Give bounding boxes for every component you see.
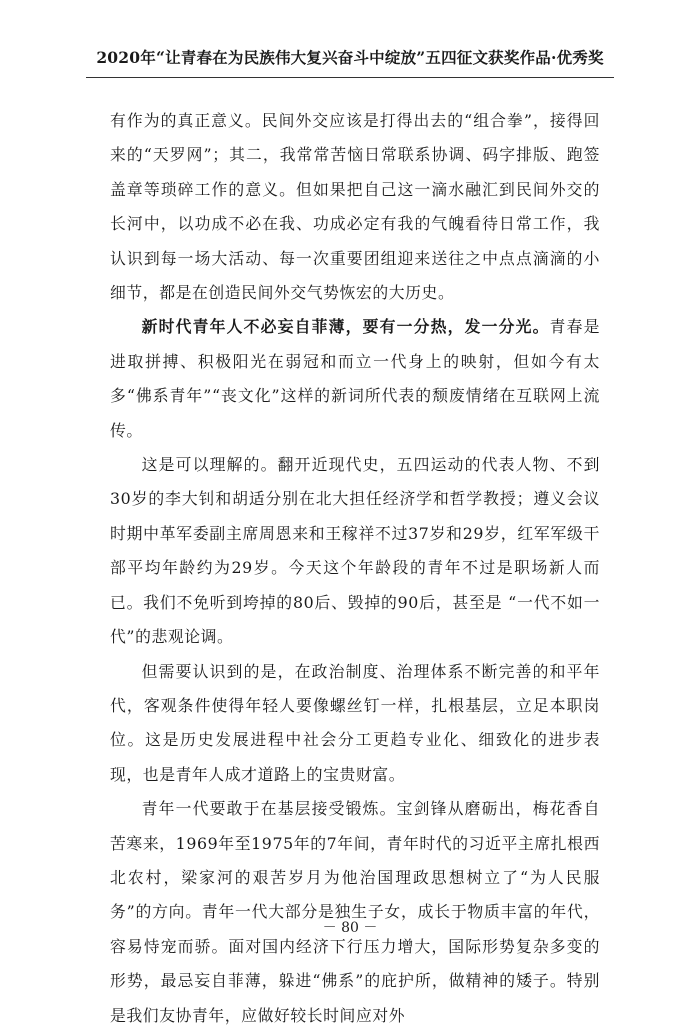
paragraph-1: 有作为的真正意义。民间外交应该是打得出去的“组合拳”，接得回来的“天罗网”；其二，我常常苦恼日常联系协调、码字排版、跑签盖章等琐碎工作的意义。但如果把自己这一滴水融汇到民间外交的长河中，以功成不必在我、功成必定有我的气魄看待日常工作，我认识到每一场大活动、每一次重要团组迎来送往之中点点滴滴的小细节，都是在创造民间外交气势恢宏的大历史。 bbox=[110, 111, 600, 303]
paragraph-2-text: 青春是进取拼搏、积极阳光在弱冠和而立一代身上的映射，但如今有太多“佛系青年”“丧文化”这样的新词所代表的颓废情绪在互联网上流传。 bbox=[110, 317, 600, 440]
paragraph-2-lead: 新时代青年人不必妄自菲薄，要有一分热，发一分光。 bbox=[141, 317, 550, 337]
page-header-title: 2020年“让青春在为民族伟大复兴奋斗中绽放”五四征文获奖作品·优秀奖 bbox=[96, 48, 604, 67]
paragraph-4: 但需要认识到的是，在政治制度、治理体系不断完善的和平年代，客观条件使得年轻人要像螺丝钉一样，扎根基层，立足本职岗位。这是历史发展进程中社会分工更趋专业化、细致化的进步表现，也是青年人成才道路上的宝贵财富。 bbox=[110, 661, 600, 784]
article-body bbox=[110, 104, 600, 1033]
paragraph-5: 青年一代要敢于在基层接受锻炼。宝剑锋从磨砺出，梅花香自苦寒来，1969年至1975年的7年间，青年时代的习近平主席扎根西北农村，梁家河的艰苦岁月为他治国理政思想树立了“为人民服务”的方向。青年一代大部分是独生子女，成长于物质丰富的年代，容易恃宠而骄。面对国内经济下行压力增大，国际形势复杂多变的形势，最忌妄自菲薄，躲进“佛系”的庇护所，做精神的矮子。特别是我们友协青年，应做好较长时间应对外 bbox=[110, 799, 600, 1025]
paragraph-3: 这是可以理解的。翻开近现代史，五四运动的代表人物、不到30岁的李大钊和胡适分别在北大担任经济学和哲学教授；遵义会议时期中革军委副主席周恩来和王稼祥不过37岁和29岁，红军军级干部平均年龄约为29岁。今天这个年龄段的青年不过是职场新人而已。我们不免听到垮掉的80后、毁掉的90后，甚至是 “一代不如一代”的悲观论调。 bbox=[110, 455, 600, 647]
paragraph-2 bbox=[110, 310, 600, 448]
page-number: － 80 － bbox=[322, 920, 378, 936]
header-divider bbox=[86, 77, 614, 78]
